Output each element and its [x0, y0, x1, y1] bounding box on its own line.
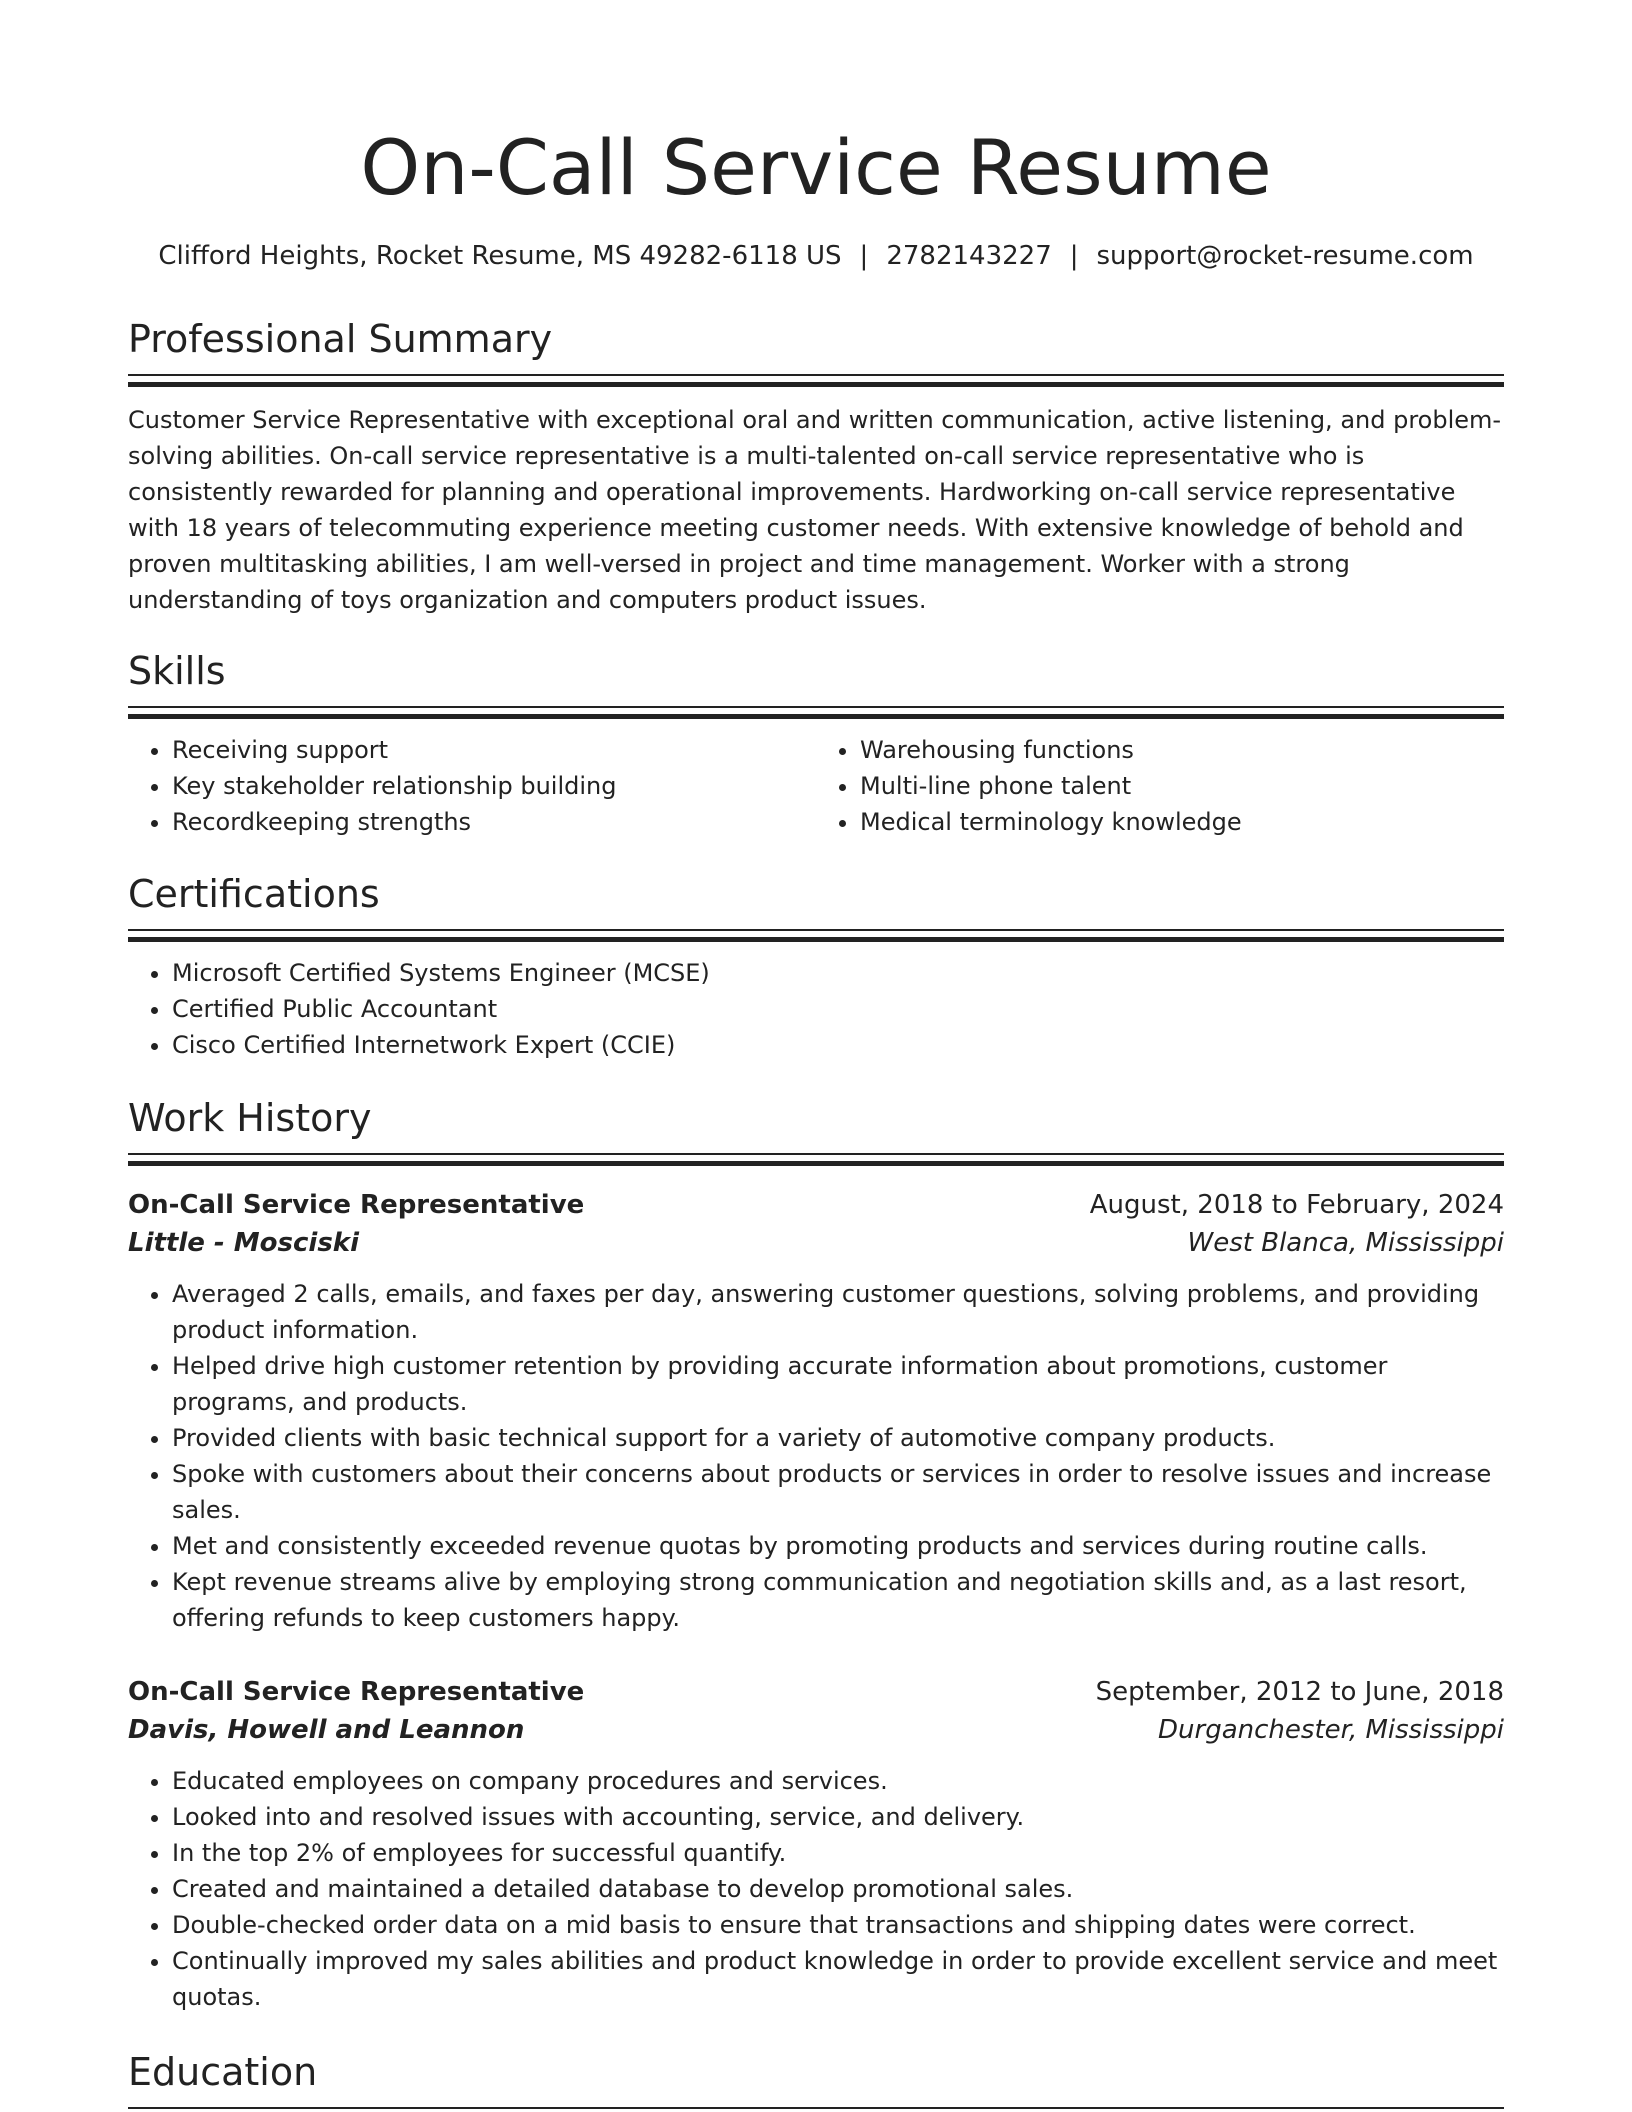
skill-item: • Key stakeholder relationship building — [172, 768, 816, 804]
job-bullets — [128, 1276, 1504, 1636]
skill-item: • Medical terminology knowledge — [860, 804, 1504, 840]
job-bullet: • Spoke with customers about their concerns about products or services in order to resolve issues and increase sales. — [172, 1456, 1504, 1528]
job-location: Durganchester, Mississippi — [1158, 1715, 1504, 1745]
skill-item: • Warehousing functions — [860, 732, 1504, 768]
job-bullet: • Continually improved my sales abilities and product knowledge in order to provide excellent service and meet quotas. — [172, 1943, 1504, 2015]
section-divider — [128, 706, 1504, 718]
job-title: On-Call Service Representative — [128, 1190, 585, 1220]
section-heading-certifications: Certifications — [128, 872, 380, 916]
job-bullet: • Met and consistently exceeded revenue quotas by promoting products and services during routine calls. — [172, 1528, 1504, 1564]
job-dates: August, 2018 to February, 2024 — [1089, 1190, 1504, 1220]
job-bullet: • Educated employees on company procedures and services. — [172, 1763, 1504, 1799]
certification-item: • Certified Public Accountant — [172, 991, 1504, 1027]
certification-item: • Cisco Certified Internetwork Expert (CCIE) — [172, 1027, 1504, 1063]
job-entry — [128, 1673, 1504, 2015]
contact-separator: | — [859, 241, 869, 271]
job-company: Little - Mosciski — [128, 1228, 359, 1258]
job-company: Davis, Howell and Leannon — [128, 1715, 525, 1745]
contact-line — [128, 238, 1504, 274]
section-heading-work: Work History — [128, 1096, 372, 1140]
certifications-list — [128, 955, 1504, 1063]
skills-list-left — [128, 732, 816, 840]
job-bullet: • Kept revenue streams alive by employing strong communication and negotiation skills and, as a last resort, offering refunds to keep customers happy. — [172, 1564, 1504, 1636]
contact-address: Clifford Heights, Rocket Resume, MS 49282-6118 US — [158, 241, 842, 271]
skill-item: • Recordkeeping strengths — [172, 804, 816, 840]
job-bullet: • Provided clients with basic technical support for a variety of automotive company products. — [172, 1420, 1504, 1456]
job-bullet: • Created and maintained a detailed database to develop promotional sales. — [172, 1871, 1504, 1907]
section-heading-education: Education — [128, 2050, 318, 2094]
job-entry — [128, 1186, 1504, 1636]
section-divider — [128, 2107, 1504, 2109]
education-section — [128, 2047, 1504, 2109]
certification-item: • Microsoft Certified Systems Engineer (MCSE) — [172, 955, 1504, 991]
section-divider — [128, 1153, 1504, 1165]
section-heading-summary: Professional Summary — [128, 317, 553, 361]
contact-email: support@rocket-resume.com — [1096, 241, 1474, 271]
section-heading-skills: Skills — [128, 649, 226, 693]
skills-list-right — [816, 732, 1504, 840]
work-history-section — [128, 1093, 1504, 1165]
job-title: On-Call Service Representative — [128, 1677, 585, 1707]
contact-phone: 2782143227 — [886, 241, 1052, 271]
summary-section — [128, 314, 1504, 618]
job-bullet: • Looked into and resolved issues with accounting, service, and delivery. — [172, 1799, 1504, 1835]
skills-section — [128, 646, 1504, 840]
resume-title: On-Call Service Resume — [360, 123, 1272, 212]
job-location: West Blanca, Mississippi — [1187, 1228, 1504, 1258]
job-bullets — [128, 1763, 1504, 2015]
certifications-section — [128, 869, 1504, 1063]
section-divider — [128, 374, 1504, 386]
skills-grid — [128, 718, 1504, 840]
job-bullet: • Helped drive high customer retention by providing accurate information about promotions, customer programs, and products. — [172, 1348, 1504, 1420]
job-bullet: • Double-checked order data on a mid basis to ensure that transactions and shipping dates were correct. — [172, 1907, 1504, 1943]
job-bullet: • In the top 2% of employees for successful quantify. — [172, 1835, 1504, 1871]
skill-item: • Receiving support — [172, 732, 816, 768]
contact-separator: | — [1069, 241, 1079, 271]
section-divider — [128, 929, 1504, 941]
skill-item: • Multi-line phone talent — [860, 768, 1504, 804]
job-dates: September, 2012 to June, 2018 — [1095, 1677, 1504, 1707]
job-bullet: • Averaged 2 calls, emails, and faxes per day, answering customer questions, solving problems, and providing product information. — [172, 1276, 1504, 1348]
summary-text: Customer Service Representative with exceptional oral and written communication, active listening, and problem-solving abilities. On-call service representative is a multi-talented on-call service representative who is consistently rewarded for planning and operational improvements. Hardworking on-call service representative with 18 years of telecommuting experience meeting customer needs. With extensive knowledge of behold and proven multitasking abilities, I am well-versed in project and time management. Worker with a strong understanding of toys organization and computers product issues. — [128, 406, 1502, 614]
